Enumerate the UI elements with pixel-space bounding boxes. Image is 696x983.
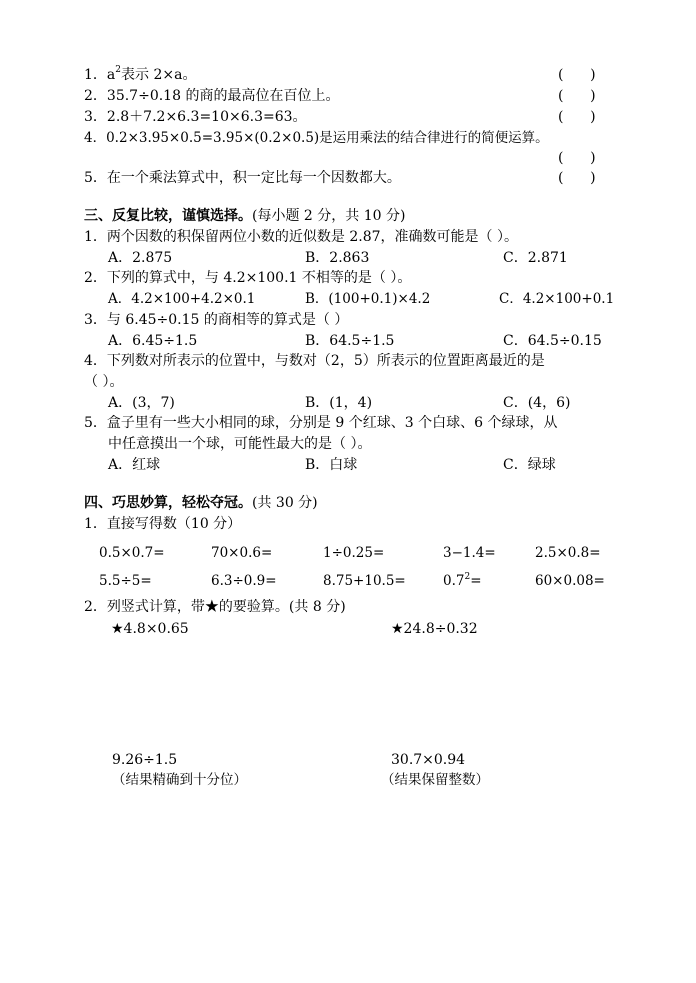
- question-stem: 盒子里有一些大小相同的球，分别是 9 个红球、3 个白球、6 个绿球，从: [106, 415, 558, 431]
- oral-calc-item[interactable]: [443, 572, 482, 590]
- section-title: 四、巧思妙算，轻松夺冠。: [84, 495, 252, 511]
- option-a[interactable]: A．4.2×100+4.2×0.1: [108, 291, 256, 307]
- superscript: 2: [464, 571, 471, 582]
- question-number: 4．: [84, 353, 107, 369]
- judge-item-4: [84, 129, 549, 147]
- question-stem: 下列的算式中，与 4.2×100.1 不相等的是（ ）。: [106, 270, 412, 286]
- answer-blank-5[interactable]: ( ): [558, 170, 596, 186]
- option-c[interactable]: C．2.871: [503, 250, 568, 266]
- oral-calc-item[interactable]: 5.5÷5=: [99, 573, 152, 589]
- question-number: 2．: [84, 270, 107, 286]
- option-b[interactable]: B．白球: [305, 457, 358, 473]
- item-text: 在一个乘法算式中，积一定比每一个因数都大。: [106, 170, 401, 186]
- oral-calc-item[interactable]: 6.3÷0.9=: [211, 573, 277, 589]
- vertical-calc-expression: 30.7×0.94: [391, 752, 466, 768]
- item-number: 4．: [84, 130, 107, 146]
- question-number: 3．: [84, 312, 107, 328]
- option-c[interactable]: C．(4，6): [503, 395, 571, 411]
- vertical-calc-expression: ★24.8÷0.32: [391, 621, 478, 637]
- superscript: 2: [115, 65, 122, 76]
- item-number: 2．: [84, 88, 107, 104]
- answer-blank-2[interactable]: ( ): [558, 88, 596, 104]
- calc-question-1: [84, 515, 241, 533]
- section-note: (共 30 分): [252, 495, 318, 511]
- question-label: 列竖式计算，带★的要验算。(共 8 分): [106, 599, 346, 615]
- oral-calc-item[interactable]: 2.5×0.8=: [535, 545, 601, 561]
- judge-item-1: [84, 66, 196, 84]
- option-a[interactable]: A．6.45÷1.5: [108, 333, 198, 349]
- question-stem: 两个因数的积保留两位小数的近似数是 2.87，准确数可能是（ ）。: [106, 229, 518, 245]
- choice-question-3: [84, 311, 348, 329]
- section-4-heading: [84, 494, 318, 512]
- answer-blank-1[interactable]: ( ): [558, 67, 596, 83]
- question-stem: 下列数对所表示的位置中，与数对（2，5）所表示的位置距离最近的是: [106, 353, 545, 369]
- option-c[interactable]: C．64.5÷0.15: [503, 333, 602, 349]
- judge-item-5: [84, 169, 401, 187]
- option-b[interactable]: B．64.5÷1.5: [305, 333, 395, 349]
- section-title: 三、反复比较，谨慎选择。: [84, 208, 252, 224]
- question-stem: 与 6.45÷0.15 的商相等的算式是（ ）: [106, 312, 349, 328]
- choice-question-1: [84, 228, 518, 246]
- oral-calc-item[interactable]: 8.75+10.5=: [323, 573, 406, 589]
- oral-calc-item[interactable]: 1÷0.25=: [323, 545, 385, 561]
- option-b[interactable]: B．(1，4): [305, 395, 373, 411]
- question-number: 2．: [84, 599, 107, 615]
- item-text: 0.2×3.95×0.5=3.95×(0.2×0.5)是运用乘法的结合律进行的简便运算。: [106, 130, 549, 146]
- question-label: 直接写得数（10 分）: [106, 516, 242, 532]
- oral-calc-item[interactable]: 60×0.08=: [535, 573, 605, 589]
- rounding-note: （结果精确到十分位）: [112, 772, 247, 788]
- item-text: 35.7÷0.18 的商的最高位在百位上。: [106, 88, 340, 104]
- question-number: 1．: [84, 229, 107, 245]
- judge-item-2: [84, 87, 339, 105]
- choice-question-4: [84, 352, 545, 370]
- item-number: 3．: [84, 109, 107, 125]
- item-number: 1．: [84, 67, 107, 83]
- option-c[interactable]: C．绿球: [503, 457, 556, 473]
- option-b[interactable]: B．2.863: [305, 250, 370, 266]
- option-a[interactable]: A．2.875: [108, 250, 173, 266]
- judge-item-3: [84, 108, 307, 126]
- item-text: 表示 2×a。: [121, 67, 197, 83]
- base-number: 0.7: [443, 573, 465, 589]
- option-a[interactable]: A．红球: [108, 457, 161, 473]
- question-number: 1．: [84, 516, 107, 532]
- answer-blank-4[interactable]: ( ): [558, 150, 596, 166]
- option-b[interactable]: B．(100+0.1)×4.2: [305, 291, 431, 307]
- choice-question-2: [84, 269, 411, 287]
- vertical-calc-expression: ★4.8×0.65: [111, 621, 189, 637]
- item-text-pre: a: [106, 67, 116, 83]
- oral-calc-item[interactable]: 70×0.6=: [211, 545, 273, 561]
- calc-question-2: [84, 598, 346, 616]
- choice-question-5: [84, 414, 557, 432]
- item-text: 2.8＋7.2×6.3=10×6.3=63。: [106, 109, 307, 125]
- equals-sign: =: [470, 573, 482, 589]
- rounding-note: （结果保留整数）: [381, 772, 489, 788]
- answer-blank-3[interactable]: ( ): [558, 109, 596, 125]
- section-3-heading: [84, 207, 405, 225]
- section-note: (每小题 2 分，共 10 分): [252, 208, 406, 224]
- oral-calc-item[interactable]: 3−1.4=: [443, 545, 496, 561]
- question-stem-continued: 中任意摸出一个球，可能性最大的是（ ）。: [108, 436, 372, 452]
- oral-calc-item[interactable]: 0.5×0.7=: [99, 545, 165, 561]
- vertical-calc-expression: 9.26÷1.5: [112, 752, 178, 768]
- item-number: 5．: [84, 170, 107, 186]
- question-stem-continued: （ ）。: [84, 374, 124, 390]
- question-number: 5．: [84, 415, 107, 431]
- option-a[interactable]: A．(3，7): [108, 395, 175, 411]
- option-c[interactable]: C．4.2×100+0.1: [499, 291, 615, 307]
